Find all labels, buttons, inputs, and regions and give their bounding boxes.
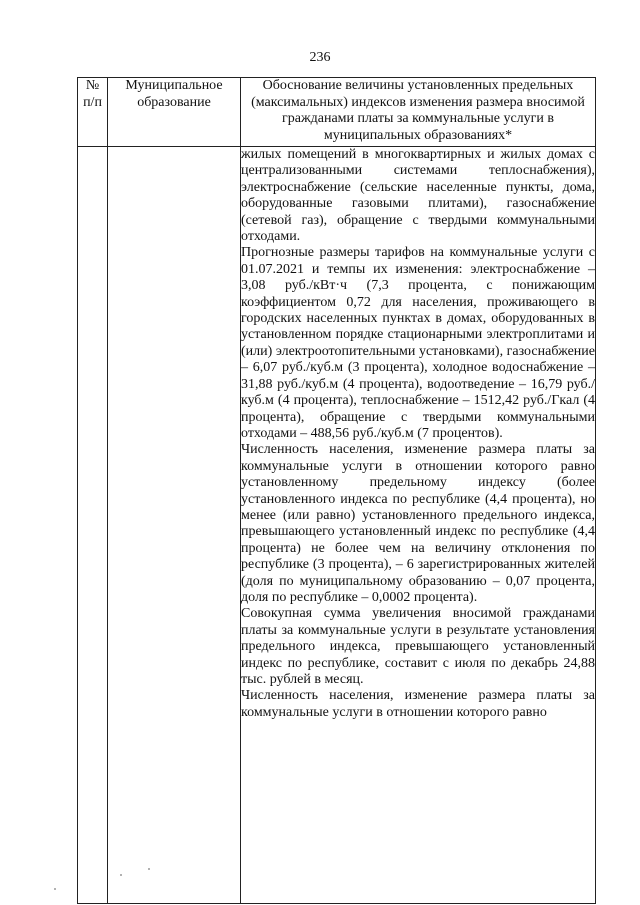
row-number-cell <box>78 147 108 904</box>
justification-paragraph-4: Совокупная сумма увеличения вносимой гражданами платы за коммунальные услуги в результате установления предельного индекса, превышающего установленный индекс по республике, составит с июля по декабрь 24,88 тыс. рублей в месяц. <box>241 606 595 687</box>
scan-artifact-dot <box>148 868 150 870</box>
header-municipality-label: Муниципальное образование <box>125 78 223 110</box>
header-justification <box>241 78 596 147</box>
scan-artifact-dot <box>54 888 56 890</box>
table-row <box>78 147 596 904</box>
scan-artifact-dot <box>120 874 122 876</box>
row-municipality-cell <box>108 147 241 904</box>
justification-paragraph-3: Численность населения, изменение размера платы за коммунальные услуги в отношении которого равно установленному предельному индексу (более установленного индекса по республике (4,4 процента), но менее (или равно) установленного предельного индекса, превышающего установленный индекс по республике (4,4 процента) не более чем на величину отклонения по республике (3 процента), – 6 зарегистрированных жителей (доля по муниципальному образованию – 0,07 процента, доля по республике – 0,0002 процента). <box>241 442 595 605</box>
header-number <box>78 78 108 147</box>
justification-paragraph-1: жилых помещений в многоквартирных и жилых домах с централизованными системами теплоснабжения), электроснабжение (сельские населенные пункты, дома, оборудованные газовыми плитами), газоснабжение (сетевой газ), обращение с твердыми коммунальными отходами. <box>241 147 595 245</box>
header-number-label: № п/п <box>83 78 102 110</box>
tariff-justification-table <box>77 77 596 904</box>
justification-paragraph-2: Прогнозные размеры тарифов на коммунальные услуги с 01.07.2021 и темпы их изменения: электроснабжение – 3,08 руб./кВт·ч (7,3 процента, с понижающим коэффициентом 0,72 для населения, проживающего в городских населенных пунктах в домах, оборудованных в установленном порядке стационарными электроплитами и (или) электроотопительными установками), газоснабжение – 6,07 руб./куб.м (3 процента), холодное водоснабжение – 31,88 руб./куб.м (4 процента), водоотведение – 16,79 руб./куб.м (4 процента), теплоснабжение – 1512,42 руб./Гкал (4 процента), обращение с твердыми коммунальными отходами – 488,56 руб./куб.м (7 процентов). <box>241 245 595 441</box>
header-municipality <box>108 78 241 147</box>
table-header-row <box>78 78 596 147</box>
page-number: 236 <box>309 50 331 65</box>
header-justification-label: Обоснование величины установленных предельных (максимальных) индексов изменения размера вносимой гражданами платы за коммунальные услуги в муниципальных образованиях* <box>251 78 585 143</box>
justification-paragraph-5: Численность населения, изменение размера платы за коммунальные услуги в отношении которого равно <box>241 688 595 720</box>
row-justification-cell <box>241 147 596 904</box>
